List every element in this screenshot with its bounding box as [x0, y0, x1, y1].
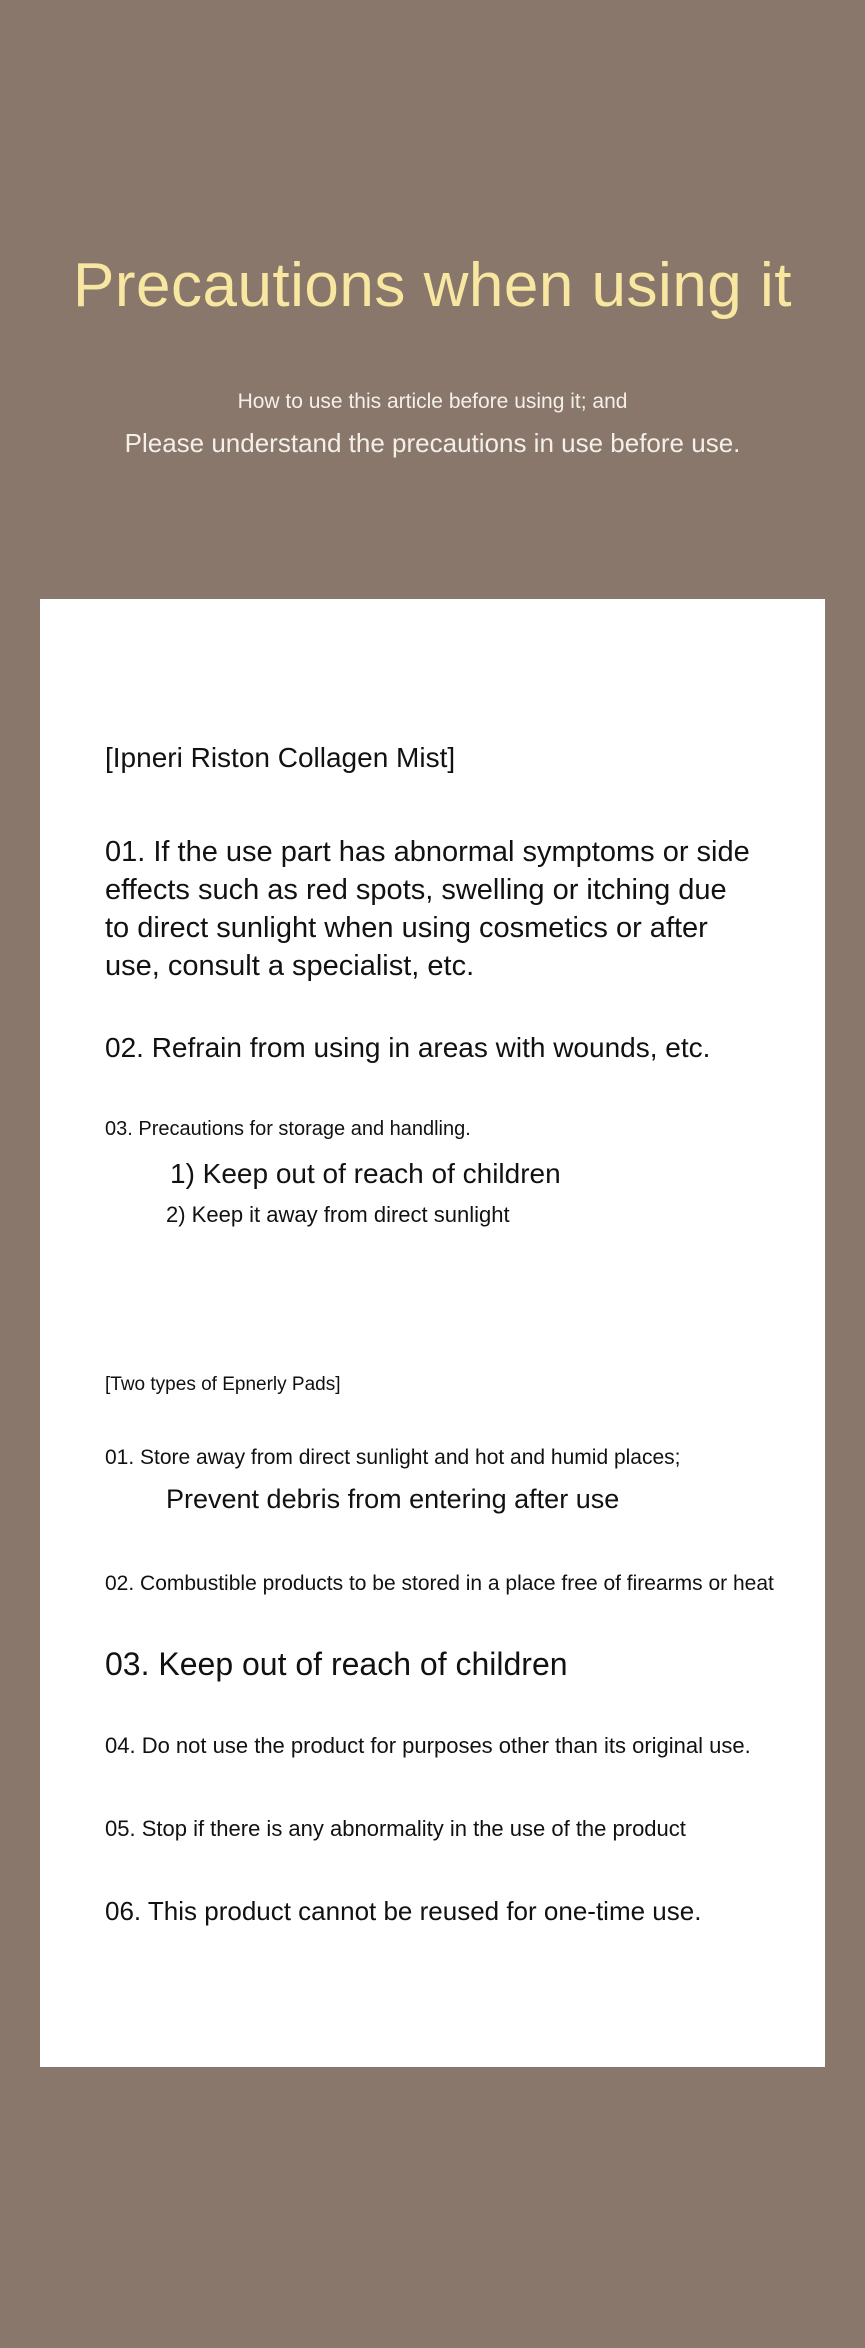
pads-item-4: 04. Do not use the product for purposes other than its original use. [105, 1733, 751, 1758]
pads-item-3: 03. Keep out of reach of children [105, 1646, 568, 1682]
pads-item-5: 05. Stop if there is any abnormality in the use of the product [105, 1816, 686, 1841]
pads-item-1: 01. Store away from direct sunlight and hot and humid places; [105, 1446, 681, 1469]
subtitle-line-2: Please understand the precautions in use before use. [124, 428, 741, 458]
pads-item-1-continued: Prevent debris from entering after use [166, 1484, 620, 1514]
page-title: Precautions when using it [72, 251, 793, 320]
mist-item-3-sub-1: 1) Keep out of reach of children [170, 1158, 561, 1189]
mist-item-2: 02. Refrain from using in areas with wounds, etc. [105, 1032, 711, 1063]
mist-item-1: 01. If the use part has abnormal symptoms or side effects such as red spots, swelling or itching due to direct sunlight when using cosmetics or after use, consult a specialist, etc. [105, 836, 750, 982]
mist-section-heading: [Ipneri Riston Collagen Mist] [105, 742, 456, 773]
pads-item-6: 06. This product cannot be reused for one-time use. [105, 1896, 702, 1926]
pads-section-heading: [Two types of Epnerly Pads] [105, 1374, 341, 1395]
pads-item-2: 02. Combustible products to be stored in a place free of firearms or heat [105, 1572, 774, 1595]
mist-item-3-sub-2: 2) Keep it away from direct sunlight [166, 1202, 510, 1227]
header [0, 0, 865, 600]
precautions-card [40, 599, 825, 2067]
mist-item-3: 03. Precautions for storage and handling. [105, 1118, 471, 1140]
subtitle-line-1: How to use this article before using it; and [237, 390, 628, 413]
